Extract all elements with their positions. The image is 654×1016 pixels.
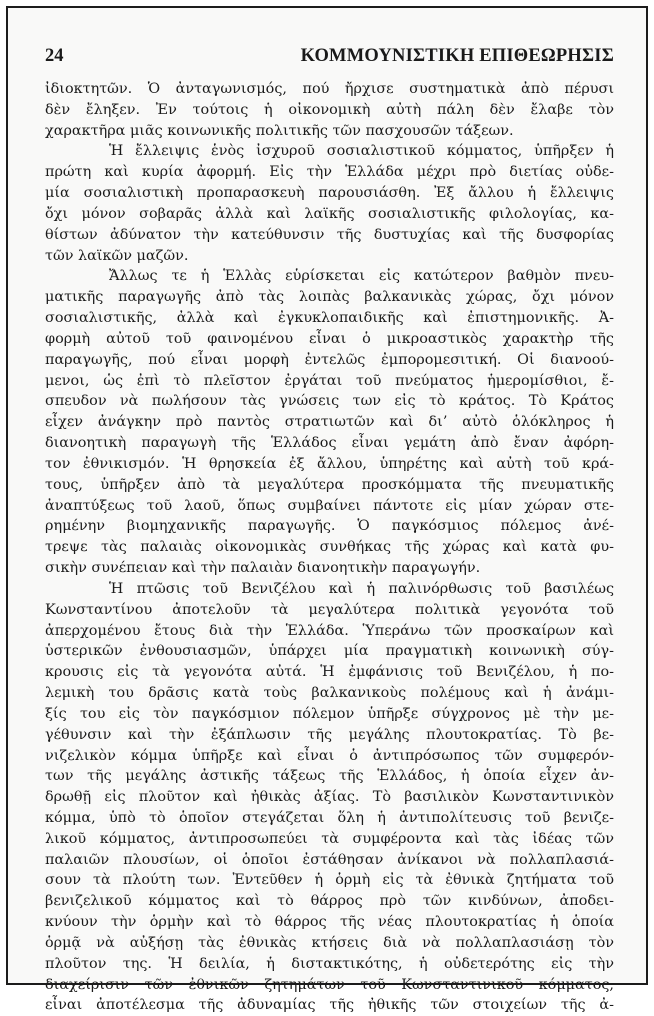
paragraph-first-line: Ἡ πτῶσις τοῦ Βενιζέλου καὶ ἡ παλινόρθωσις τοῦ βασιλέως <box>109 580 614 597</box>
text-line: εἶναι ἀποτέλεσμα τῆς ἀδυναμίας τῆς ἠθικῆς τῶν στοιχείων τῆς ἀ- <box>45 997 614 1014</box>
journal-title: ΚΟΜΜΟΥΝΙΣΤΙΚΗ ΕΠΙΘΕΩΡΗΣΙΣ <box>300 46 614 66</box>
text-line: ρημένην βιομηχανικῆς παραγωγῆς. Ὁ παγκόσμιος πόλεμος ἀνέ- <box>45 518 614 535</box>
text-line: σικὴν συνέπειαν καὶ τὴν παλαιὰν διανοητικὴν παραγωγήν. <box>45 560 481 577</box>
text-line: βενιζελικοῦ κόμματος καὶ τὸ θάρρος πρὸ τῶν κινδύνων, ἀποδει- <box>45 893 614 910</box>
text-line: τῶν λαϊκῶν μαζῶν. <box>45 247 189 264</box>
text-line: δρωθῇ εἰς πλοῦτον καὶ ἠθικὰς ἀξίας. Τὸ βασιλικὸν Κωνσταντινικὸν <box>45 789 614 806</box>
text-line: πλοῦτον της. Ἡ δειλία, ἡ διστακτικότης, ἡ οὐδετερότης εἰς τὴν <box>45 955 614 972</box>
text-line: παλαιῶν πλουσίων, οἱ ὁποῖοι ἐστάθησαν ἀνίκανοι νὰ πολλαπλασιά- <box>45 851 614 868</box>
text-line: τους, ὑπῆρξεν ἀπὸ τὰ μεγαλύτερα προσκόμματα τῆς πνευματικῆς <box>45 476 614 493</box>
text-line: λεμικὴ του δρᾶσις κατὰ τοὺς βαλκανικοὺς πολέμους καὶ ἡ ἀνάμι- <box>45 685 614 702</box>
text-line: ἀναπτύξεως τοῦ λαοῦ, ὅπως συμβαίνει πάντοτε εἰς μίαν χώραν στε- <box>45 497 614 514</box>
text-line: ἰδιοκτητῶν. Ὁ ἀνταγωνισμός, πού ἤρχισε συστηματικὰ ἀπὸ πέρυσι <box>45 81 614 97</box>
text-line: πρώτη καὶ κυρία ἀφορμή. Εἰς τὴν Ἑλλάδα μέχρι πρὸ διετίας οὐδε- <box>45 164 614 181</box>
text-line: διαχείρισιν τῶν ἐθνικῶν ζητημάτων τοῦ Κωνσταντινικοῦ κόμματος, <box>45 976 614 993</box>
text-line: φορμὴ αὐτοῦ τοῦ φαινομένου εἶναι ὁ μικροαστικὸς χαρακτὴρ τῆς <box>45 330 614 347</box>
text-line: σπευδον νὰ πωλήσουν τὰς γνώσεις των εἰς τὸ κράτος. Τὸ Κράτος <box>45 393 614 410</box>
page-number: 24 <box>45 46 64 66</box>
text-line: παραγωγῆς, πού εἶναι μορφὴ ἐντελῶς ἐμπορομεσιτική. Οἱ διανοού- <box>45 351 614 368</box>
text-line: Κωνσταντίνου ἀποτελοῦν τὰ μεγαλύτερα πολιτικὰ γεγονότα τοῦ <box>45 601 614 618</box>
text-line: τον ἐθνικισμόν. Ἡ θρησκεία ἐξ ἄλλου, ὑπηρέτης καὶ αὐτὴ τοῦ κρά- <box>45 455 614 472</box>
text-line: τρεψε τὰς παλαιὰς οἰκονομικὰς συνθήκας τῆς χώρας καὶ κατὰ φυ- <box>45 539 614 556</box>
text-line: ὄχι μόνον σοβαρᾶς ἀλλὰ καὶ λαϊκῆς σοσιαλιστικῆς φιλολογίας, κα- <box>45 205 614 222</box>
text-line: ξίς του εἰς τὸν παγκόσμιον πόλεμον ὑπῆρξε σύγχρονος μὲ τὴν με- <box>45 705 614 722</box>
text-line: ἀπερχομένου ἔτους διὰ τὴν Ἑλλάδα. Ὑπεράνω τῶν προσκαίρων καὶ <box>45 622 614 639</box>
text-line: νιζελικὸν κόμμα ὑπῆρξε καὶ εἶναι ὁ ἀντιπρόσωπος τῶν συμφερόν- <box>45 747 614 764</box>
paragraph-first-line: Ἄλλως τε ἡ Ἑλλὰς εὑρίσκεται εἰς κατώτερον βαθμὸν πνευ- <box>109 268 614 285</box>
body-text <box>45 79 614 1016</box>
text-line: ὁρμᾷ νὰ αὐξήσῃ τὰς ἐθνικὰς κτήσεις διὰ νὰ πολλαπλασιάσῃ τὸν <box>45 934 614 951</box>
text-line: των τῆς μεγάλης ἀστικῆς τάξεως τῆς Ἑλλάδος, ἡ ὁποία εἶχεν ἀν- <box>45 768 614 785</box>
text-line: δὲν ἔληξεν. Ἐν τούτοις ἡ οἰκονομικὴ αὐτὴ πάλη δὲν ἔλαβε τὸν <box>45 101 614 118</box>
page <box>6 6 648 1014</box>
text-line: γέθυνσιν καὶ τὴν ἐξάπλωσιν τῆς μεγάλης πλουτοκρατίας. Τὸ βε- <box>45 726 614 743</box>
running-head <box>45 44 614 68</box>
text-line: σοσιαλιστικῆς, ἀλλὰ καὶ ἐγκυκλοπαιδικῆς καὶ ἐπιστημονικῆς. Ἀ- <box>45 310 614 327</box>
text-line: εἶχεν ἀνάγκην πρὸ παντὸς στρατιωτῶν καὶ δι’ αὐτὸ ὁλόκληρος ἡ <box>45 414 614 431</box>
text-line: μενοι, ὡς ἐπὶ τὸ πλεῖστον ἐργάται τοῦ πνεύματος ἡμερομίσθιοι, ἔ- <box>45 372 614 389</box>
text-line: διανοητικὴ παραγωγὴ τῆς Ἑλλάδος εἶναι γεμάτη ἀπὸ ἔναν ἀφόρη- <box>45 435 614 452</box>
text-line: λικοῦ κόμματος, ἀντιπροσωπεύει τὰ συμφέροντα καὶ τὰς ἰδέας τῶν <box>45 830 614 847</box>
text-line: μία σοσιαλιστικὴ προπαρασκευὴ παρουσιάσθη. Ἐξ ἄλλου ἡ ἔλλειψις <box>45 185 614 202</box>
text-line: ματικῆς παραγωγῆς ἀπὸ τὰς λοιπὰς βαλκανικὰς χώρας, ὄχι μόνον <box>45 289 614 306</box>
text-line: κνύουν τὴν ὁρμὴν καὶ τὸ θάρρος τῆς νέας πλουτοκρατίας ἡ ὁποία <box>45 914 614 931</box>
text-line: κρουσις εἰς τὰ γεγονότα αὐτά. Ἡ ἐμφάνισις τοῦ Βενιζέλου, ἡ πο- <box>45 664 614 681</box>
text-line: ὑστερικῶν ἐνθουσιασμῶν, ὑπάρχει μία πραγματικὴ κοινωνικὴ σύγ- <box>45 643 614 660</box>
text-line: θίστων ἀδύνατον τὴν κατεύθυνσιν τῆς δυστυχίας καὶ τῆς δυσφορίας <box>45 226 614 243</box>
text-line: σουν τὰ πλούτη των. Ἐντεῦθεν ἡ ὁρμὴ εἰς τὰ ἐθνικὰ ζητήματα τοῦ <box>45 872 614 889</box>
text-line: κόμμα, ὑπὸ τὸ ὁποῖον στεγάζεται ὅλη ἡ ἀντιπολίτευσις τοῦ βενιζε- <box>45 809 614 826</box>
paragraph-first-line: Ἡ ἔλλειψις ἑνὸς ἰσχυροῦ σοσιαλιστικοῦ κόμματος, ὑπῆρξεν ἡ <box>109 143 614 160</box>
text-line: χαρακτῆρα μιᾶς κοινωνικῆς πολιτικῆς τῶν πασχουσῶν τάξεων. <box>45 122 514 139</box>
